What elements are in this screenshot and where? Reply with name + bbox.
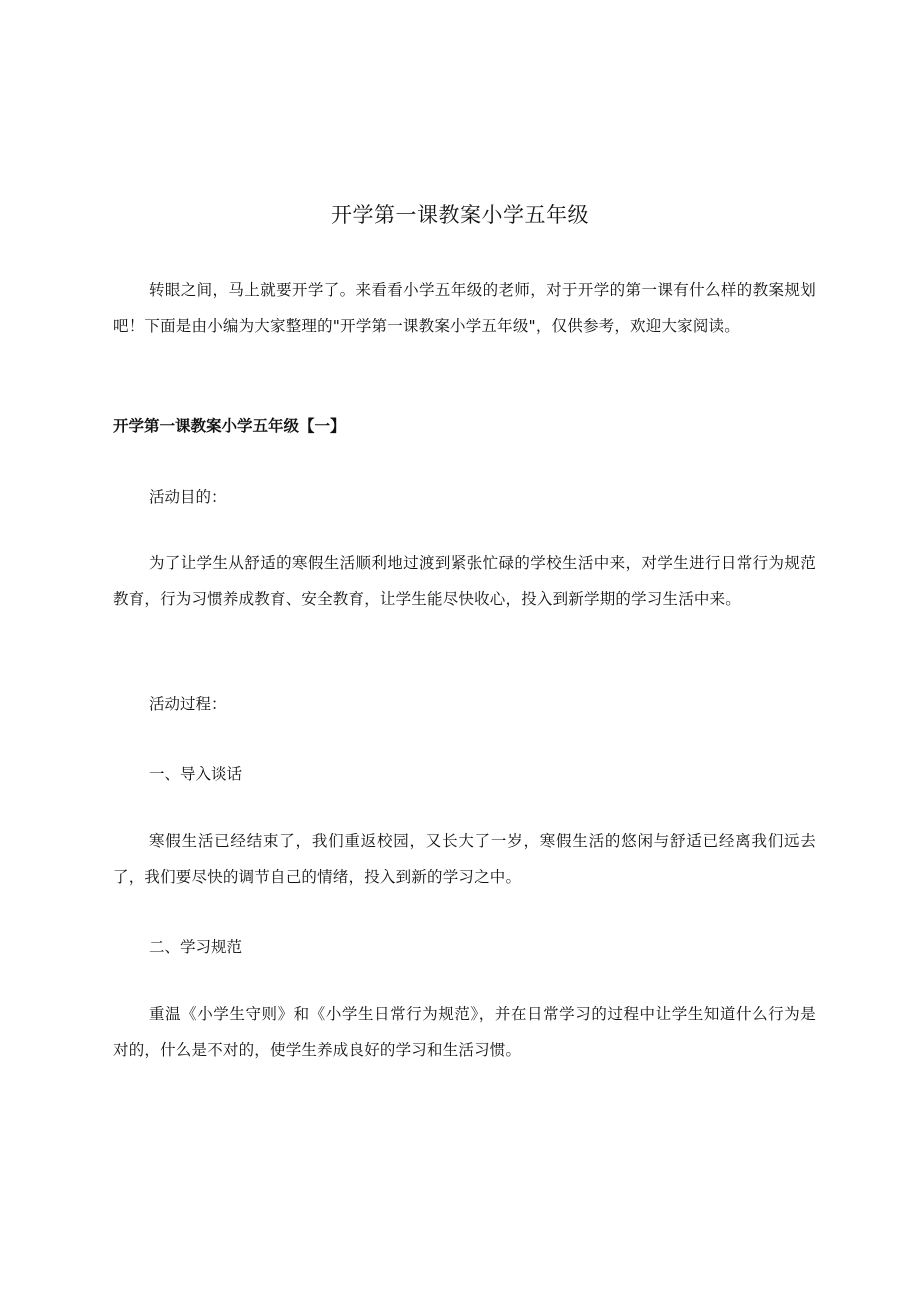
activity-process-label: 活动过程：	[149, 695, 227, 713]
activity-goal-label: 活动目的：	[149, 488, 227, 506]
section-heading: 开学第一课教案小学五年级【一】	[113, 417, 346, 435]
step2-paragraph: 重温《小学生守则》和《小学生日常行为规范》，并在日常学习的过程中让学生知道什么行为是对的，什么是不对的，使学生养成良好的学习和生活习惯。	[113, 1005, 816, 1059]
step2-heading: 二、学习规范	[149, 938, 243, 956]
intro-paragraph: 转眼之间，马上就要开学了。来看看小学五年级的老师，对于开学的第一课有什么样的教案规划吧！下面是由小编为大家整理的"开学第一课教案小学五年级"，仅供参考，欢迎大家阅读。	[113, 281, 816, 335]
activity-goal-paragraph: 为了让学生从舒适的寒假生活顺利地过渡到紧张忙碌的学校生活中来，对学生进行日常行为规范教育，行为习惯养成教育、安全教育，让学生能尽快收心，投入到新学期的学习生活中来。	[113, 554, 816, 608]
step1-paragraph: 寒假生活已经结束了，我们重返校园，又长大了一岁，寒假生活的悠闲与舒适已经离我们远去了，我们要尽快的调节自己的情绪，投入到新的学习之中。	[113, 832, 816, 886]
step1-heading: 一、导入谈话	[149, 765, 243, 783]
document-title: 开学第一课教案小学五年级	[331, 203, 589, 227]
